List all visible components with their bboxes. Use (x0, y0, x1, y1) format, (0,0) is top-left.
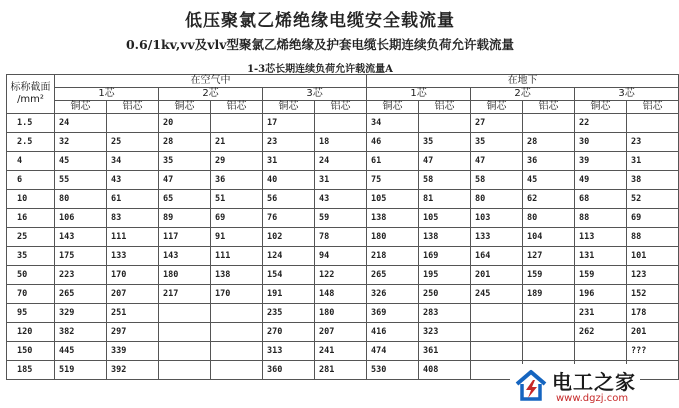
value-cell (107, 114, 159, 133)
value-cell: 83 (107, 209, 159, 228)
value-cell: 22 (575, 114, 627, 133)
value-cell: 339 (107, 342, 159, 361)
value-cell (211, 114, 263, 133)
material-header: 铜芯 (159, 101, 211, 114)
value-cell: 265 (367, 266, 419, 285)
value-cell: 201 (471, 266, 523, 285)
table-row (7, 342, 679, 361)
value-cell: 28 (523, 133, 575, 152)
material-header: 铜芯 (263, 101, 315, 114)
value-cell: 189 (523, 285, 575, 304)
value-cell: 251 (107, 304, 159, 323)
value-cell (159, 342, 211, 361)
value-cell: 154 (263, 266, 315, 285)
core-header: 2芯 (471, 88, 575, 101)
value-cell: 169 (419, 247, 471, 266)
value-cell: 23 (263, 133, 315, 152)
value-cell: 207 (107, 285, 159, 304)
ampacity-table (6, 74, 679, 380)
site-watermark (510, 364, 640, 408)
value-cell: 113 (575, 228, 627, 247)
value-cell: 281 (315, 361, 367, 380)
size-cell: 6 (7, 171, 55, 190)
size-cell: 50 (7, 266, 55, 285)
value-cell: 143 (55, 228, 107, 247)
table-row (7, 209, 679, 228)
value-cell: 123 (627, 266, 679, 285)
value-cell: 127 (523, 247, 575, 266)
value-cell: 28 (159, 133, 211, 152)
size-cell: 16 (7, 209, 55, 228)
size-cell: 2.5 (7, 133, 55, 152)
value-cell: 69 (211, 209, 263, 228)
table-row (7, 323, 679, 342)
value-cell: 29 (211, 152, 263, 171)
value-cell (523, 114, 575, 133)
value-cell: 105 (367, 190, 419, 209)
document-title: 低压聚氯乙烯绝缘电缆安全载流量 (185, 11, 455, 31)
value-cell: 369 (367, 304, 419, 323)
value-cell: 196 (575, 285, 627, 304)
value-cell: 51 (211, 190, 263, 209)
value-cell: 17 (263, 114, 315, 133)
table-row (7, 114, 679, 133)
value-cell: 231 (575, 304, 627, 323)
value-cell: 76 (263, 209, 315, 228)
material-header-row (7, 101, 679, 114)
size-cell: 10 (7, 190, 55, 209)
value-cell: 59 (315, 209, 367, 228)
value-cell: 34 (367, 114, 419, 133)
value-cell: 61 (367, 152, 419, 171)
value-cell: 201 (627, 323, 679, 342)
value-cell: 138 (367, 209, 419, 228)
value-cell: 122 (315, 266, 367, 285)
value-cell: 24 (315, 152, 367, 171)
value-cell: 55 (55, 171, 107, 190)
material-header: 铜芯 (471, 101, 523, 114)
value-cell: 195 (419, 266, 471, 285)
value-cell: 38 (627, 171, 679, 190)
value-cell: 52 (627, 190, 679, 209)
value-cell: 133 (107, 247, 159, 266)
value-cell: 159 (523, 266, 575, 285)
table-row (7, 247, 679, 266)
size-label: 标称截面 (10, 82, 51, 93)
value-cell: 241 (315, 342, 367, 361)
table-row (7, 228, 679, 247)
value-cell (627, 114, 679, 133)
value-cell: 235 (263, 304, 315, 323)
value-cell: 62 (523, 190, 575, 209)
material-header: 铜芯 (575, 101, 627, 114)
value-cell: 40 (263, 171, 315, 190)
material-header: 铜芯 (55, 101, 107, 114)
value-cell: 175 (55, 247, 107, 266)
value-cell: 75 (367, 171, 419, 190)
value-cell: 474 (367, 342, 419, 361)
size-cell: 70 (7, 285, 55, 304)
value-cell (211, 323, 263, 342)
value-cell: 102 (263, 228, 315, 247)
material-header: 铝芯 (419, 101, 471, 114)
value-cell: 101 (627, 247, 679, 266)
value-cell: 223 (55, 266, 107, 285)
value-cell: 69 (627, 209, 679, 228)
value-cell: 23 (627, 133, 679, 152)
size-column-header (7, 75, 55, 114)
value-cell: 152 (627, 285, 679, 304)
material-header: 铝芯 (627, 101, 679, 114)
value-cell (523, 342, 575, 361)
material-header: 铜芯 (367, 101, 419, 114)
table-row (7, 171, 679, 190)
value-cell: 170 (107, 266, 159, 285)
value-cell (523, 323, 575, 342)
value-cell: 25 (107, 133, 159, 152)
value-cell: 159 (575, 266, 627, 285)
value-cell: 27 (471, 114, 523, 133)
value-cell: 94 (315, 247, 367, 266)
size-cell: 150 (7, 342, 55, 361)
value-cell: 34 (107, 152, 159, 171)
value-cell: 18 (315, 133, 367, 152)
value-cell (159, 323, 211, 342)
value-cell (315, 114, 367, 133)
value-cell: 103 (471, 209, 523, 228)
table-body (7, 114, 679, 380)
value-cell: 408 (419, 361, 471, 380)
value-cell (419, 114, 471, 133)
value-cell: 519 (55, 361, 107, 380)
value-cell: 445 (55, 342, 107, 361)
material-header: 铝芯 (107, 101, 159, 114)
table-row (7, 152, 679, 171)
value-cell (211, 361, 263, 380)
value-cell: ??? (627, 342, 679, 361)
value-cell: 117 (159, 228, 211, 247)
value-cell: 31 (627, 152, 679, 171)
value-cell: 80 (471, 190, 523, 209)
value-cell: 416 (367, 323, 419, 342)
value-cell: 105 (419, 209, 471, 228)
value-cell: 133 (471, 228, 523, 247)
value-cell: 265 (55, 285, 107, 304)
value-cell: 47 (159, 171, 211, 190)
value-cell: 323 (419, 323, 471, 342)
size-cell: 120 (7, 323, 55, 342)
value-cell: 218 (367, 247, 419, 266)
value-cell: 47 (471, 152, 523, 171)
core-header: 1芯 (55, 88, 159, 101)
value-cell: 104 (523, 228, 575, 247)
value-cell: 36 (211, 171, 263, 190)
value-cell: 80 (523, 209, 575, 228)
value-cell: 39 (575, 152, 627, 171)
value-cell: 111 (211, 247, 263, 266)
value-cell: 91 (211, 228, 263, 247)
value-cell: 297 (107, 323, 159, 342)
material-header: 铝芯 (211, 101, 263, 114)
value-cell: 191 (263, 285, 315, 304)
house-lightning-logo-icon (514, 368, 548, 402)
value-cell: 313 (263, 342, 315, 361)
value-cell: 61 (107, 190, 159, 209)
value-cell: 45 (523, 171, 575, 190)
value-cell: 207 (315, 323, 367, 342)
value-cell: 36 (523, 152, 575, 171)
core-header: 1芯 (367, 88, 471, 101)
value-cell: 88 (575, 209, 627, 228)
value-cell: 35 (159, 152, 211, 171)
table-row (7, 285, 679, 304)
value-cell: 392 (107, 361, 159, 380)
value-cell: 46 (367, 133, 419, 152)
value-cell: 138 (419, 228, 471, 247)
value-cell: 30 (575, 133, 627, 152)
value-cell: 43 (107, 171, 159, 190)
value-cell: 56 (263, 190, 315, 209)
value-cell: 326 (367, 285, 419, 304)
value-cell (471, 342, 523, 361)
value-cell: 45 (55, 152, 107, 171)
value-cell: 143 (159, 247, 211, 266)
value-cell: 58 (471, 171, 523, 190)
material-header: 铝芯 (523, 101, 575, 114)
table-row (7, 266, 679, 285)
size-cell: 1.5 (7, 114, 55, 133)
value-cell: 361 (419, 342, 471, 361)
size-cell: 185 (7, 361, 55, 380)
value-cell: 360 (263, 361, 315, 380)
value-cell: 89 (159, 209, 211, 228)
table-row (7, 304, 679, 323)
table-row (7, 190, 679, 209)
value-cell: 180 (159, 266, 211, 285)
table-caption: 1-3芯长期连续负荷允许载流量A (247, 64, 393, 75)
material-header: 铝芯 (315, 101, 367, 114)
value-cell: 217 (159, 285, 211, 304)
value-cell: 270 (263, 323, 315, 342)
value-cell: 43 (315, 190, 367, 209)
value-cell: 78 (315, 228, 367, 247)
value-cell: 111 (107, 228, 159, 247)
core-header: 3芯 (263, 88, 367, 101)
value-cell: 131 (575, 247, 627, 266)
value-cell (211, 342, 263, 361)
value-cell: 382 (55, 323, 107, 342)
size-cell: 4 (7, 152, 55, 171)
value-cell: 32 (55, 133, 107, 152)
value-cell: 124 (263, 247, 315, 266)
value-cell: 20 (159, 114, 211, 133)
value-cell: 31 (263, 152, 315, 171)
value-cell: 68 (575, 190, 627, 209)
value-cell (471, 304, 523, 323)
value-cell: 106 (55, 209, 107, 228)
value-cell: 530 (367, 361, 419, 380)
watermark-text: 电工之家 (552, 370, 636, 394)
group-header-air: 在空气中 (55, 75, 367, 88)
size-cell: 35 (7, 247, 55, 266)
value-cell: 164 (471, 247, 523, 266)
value-cell: 35 (419, 133, 471, 152)
value-cell (471, 323, 523, 342)
size-unit: /mm² (17, 94, 44, 105)
value-cell: 180 (315, 304, 367, 323)
value-cell: 148 (315, 285, 367, 304)
value-cell (211, 304, 263, 323)
value-cell (575, 342, 627, 361)
document-subtitle: 0.6/1kv,vv及vlv型聚氯乙烯绝缘及护套电缆长期连续负荷允许载流量 (125, 37, 515, 52)
value-cell: 65 (159, 190, 211, 209)
value-cell: 138 (211, 266, 263, 285)
size-cell: 95 (7, 304, 55, 323)
value-cell: 250 (419, 285, 471, 304)
core-header: 3芯 (575, 88, 679, 101)
value-cell: 21 (211, 133, 263, 152)
value-cell (159, 304, 211, 323)
value-cell: 35 (471, 133, 523, 152)
value-cell (523, 304, 575, 323)
watermark-url: www.dgzj.com (556, 393, 629, 404)
value-cell: 47 (419, 152, 471, 171)
value-cell (159, 361, 211, 380)
value-cell: 283 (419, 304, 471, 323)
value-cell: 262 (575, 323, 627, 342)
value-cell: 80 (55, 190, 107, 209)
value-cell: 24 (55, 114, 107, 133)
value-cell: 88 (627, 228, 679, 247)
value-cell: 81 (419, 190, 471, 209)
value-cell: 170 (211, 285, 263, 304)
table-row (7, 133, 679, 152)
core-header: 2芯 (159, 88, 263, 101)
value-cell: 178 (627, 304, 679, 323)
value-cell: 31 (315, 171, 367, 190)
value-cell: 180 (367, 228, 419, 247)
value-cell: 329 (55, 304, 107, 323)
size-cell: 25 (7, 228, 55, 247)
value-cell: 58 (419, 171, 471, 190)
value-cell: 49 (575, 171, 627, 190)
group-header-ground: 在地下 (367, 75, 679, 88)
value-cell: 245 (471, 285, 523, 304)
